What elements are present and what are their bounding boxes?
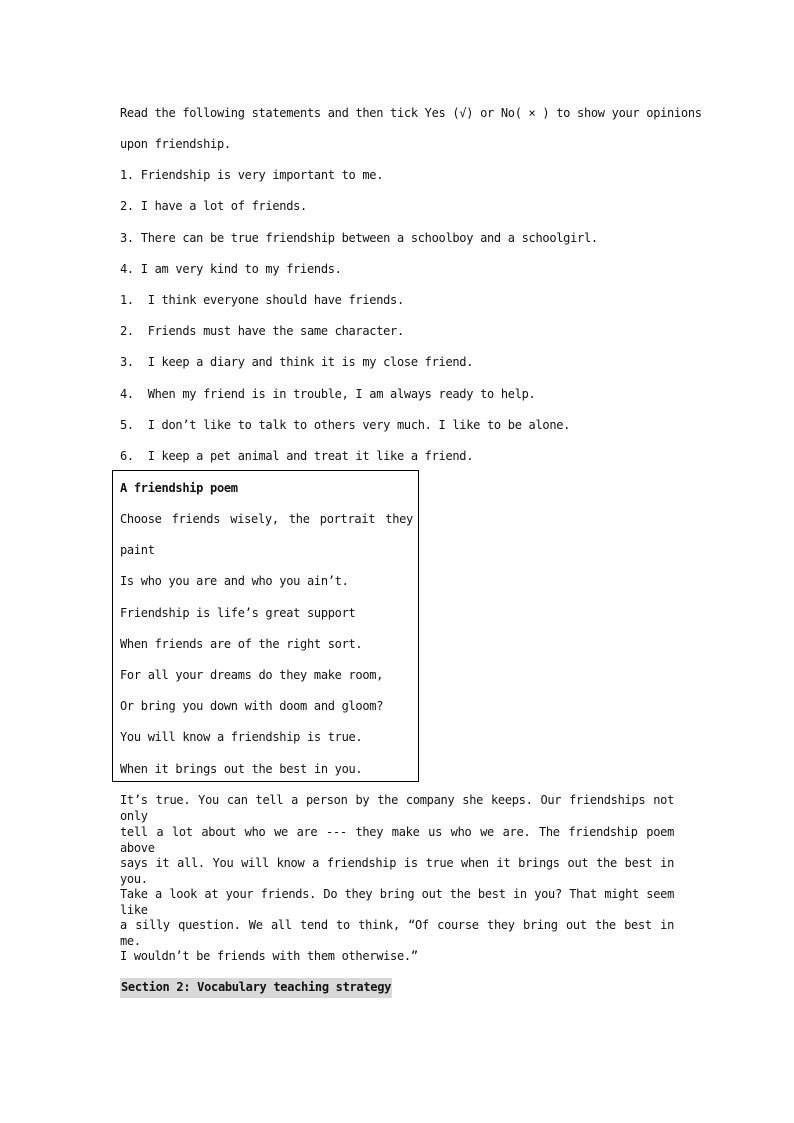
passage-line-5: a silly question. We all tend to think, “Of course they bring out the best in me. (120, 918, 674, 948)
statement-b-3: 3. I keep a diary and think it is my close friend. (120, 355, 474, 369)
statement-b-5: 5. I don’t like to talk to others very much. I like to be alone. (120, 418, 571, 432)
poem-line-6: For all your dreams do they make room, (120, 668, 384, 682)
statement-b-6: 6. I keep a pet animal and treat it like a friend. (120, 449, 474, 463)
poem-line-1: Choose friends wisely, the portrait they (120, 512, 413, 526)
statement-b-4: 4. When my friend is in trouble, I am always ready to help. (120, 387, 536, 401)
passage-line-3: says it all. You will know a friendship is true when it brings out the best in you. (120, 856, 674, 886)
passage-line-4: Take a look at your friends. Do they bring out the best in you? That might seem like (120, 887, 674, 917)
intro-line-2: upon friendship. (120, 137, 231, 151)
poem-title: A friendship poem (120, 481, 238, 495)
poem-box (112, 470, 419, 782)
intro-line-1: Read the following statements and then tick Yes (√) or No( × ) to show your opinions (120, 106, 702, 120)
statement-a-1: 1. Friendship is very important to me. (120, 168, 384, 182)
section-heading: Section 2: Vocabulary teaching strategy (120, 978, 392, 998)
statement-a-3: 3. There can be true friendship between a schoolboy and a schoolgirl. (120, 231, 598, 245)
poem-line-5: When friends are of the right sort. (120, 637, 363, 651)
passage-line-6: I wouldn’t be friends with them otherwise.” (120, 949, 418, 963)
statement-b-2: 2. Friends must have the same character. (120, 324, 404, 338)
statement-b-1: 1. I think everyone should have friends. (120, 293, 404, 307)
passage-line-1: It’s true. You can tell a person by the company she keeps. Our friendships not only (120, 793, 674, 823)
poem-line-8: You will know a friendship is true. (120, 730, 363, 744)
poem-line-4: Friendship is life’s great support (120, 606, 356, 620)
passage-line-2: tell a lot about who we are --- they make us who we are. The friendship poem above (120, 825, 674, 855)
poem-line-9: When it brings out the best in you. (120, 762, 363, 776)
poem-line-2: paint (120, 543, 155, 557)
poem-line-7: Or bring you down with doom and gloom? (120, 699, 384, 713)
statement-a-4: 4. I am very kind to my friends. (120, 262, 342, 276)
poem-line-3: Is who you are and who you ain’t. (120, 574, 349, 588)
statement-a-2: 2. I have a lot of friends. (120, 199, 307, 213)
